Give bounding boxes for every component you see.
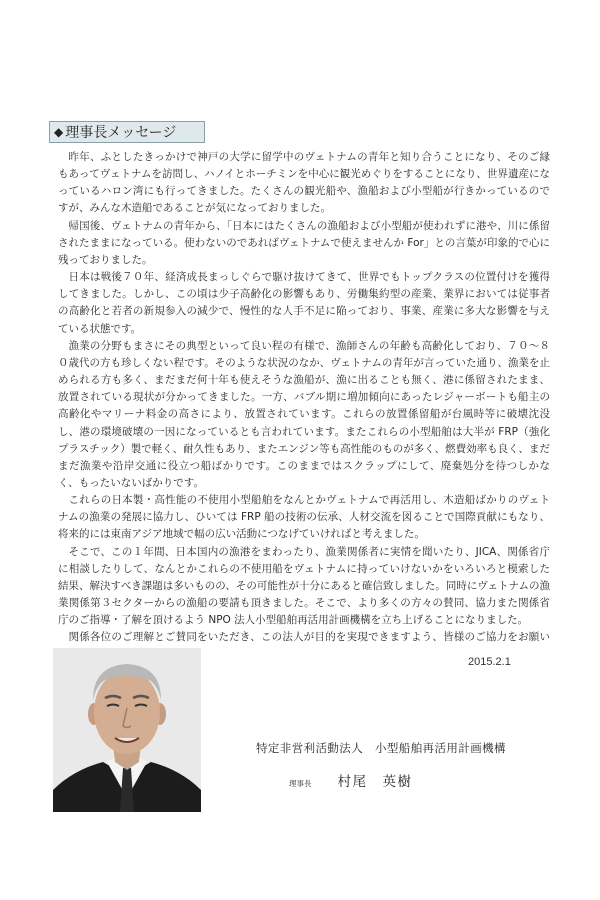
paragraph: これらの日本製・高性能の不使用小型船舶をなんとかヴェトナムで再活用し、木造船ばかりのヴェトナムの漁業の発展に協力し、ひいては FRP 船の技術の伝承、人材交流を図ることで国際貢献にもなり、将来的には東南アジア地域で幅の広い活動につなげていければと考えました。 [58,494,550,541]
paragraph: 日本は戦後７０年、経済成長まっしぐらで駆け抜けてきて、世界でもトップクラスの位置付けを獲得してきました。しかし、この頃は少子高齢化の影響もあり、労働集約型の産業、業界においては従事者の高齢化と若者の新規参入の減少で、慢性的な人手不足に陥っており、事業、産業に多大な影響を与えている状態です。 [58,271,550,335]
signer-name: 村尾 英樹 [337,774,413,790]
chairman-portrait [53,648,201,812]
signature [289,770,413,790]
paragraph: 漁業の分野もまさにその典型といって良い程の有様で、漁師さんの年齢も高齢化しており、７０～８０歳代の方も珍しくない程です。そのような状況のなか、ヴェトナムの青年が言っていた通り、漁業を止められる方も多く、まだまだ何十年も使えそうな漁船が、漁に出ることも無く、港に係留されたまま、放置されている現状が分かってきました。一方、バブル期に増加傾向にあったレジャーボートも船主の高齢化やマリーナ料金の高さにより、放置されています。これらの放置係留船が台風時等に破壊沈没し、港の環境破壊の一因になっているとも言われています。またこれらの小型船舶は大半が FRP（強化プラスチック）製で軽く、耐久性もあり、またエンジン等も高性能のものが多く、燃費効率も良く、まだまだ漁業や沿岸交通に役立つ船ばかりです。このままではスクラップにして、廃棄処分を待つしかなく、もったいないばかりです。 [58,339,550,489]
paragraph: 昨年、ふとしたきっかけで神戸の大学に留学中のヴェトナムの青年と知り合うことになり、そのご縁もあってヴェトナムを訪問し、ハノイとホーチミンを中心に観光めぐりをすることになり、世界遺産になっているハロン湾にも行ってきました。たくさんの観光船や、漁船および小型船が行きかっているのですが、みんな木造船であることが気になっておりました。 [58,151,550,215]
diamond-icon: ◆ [54,125,64,139]
organization-name: 特定非営利活動法人 小型船舶再活用計画機構 [256,741,506,755]
message-body [58,149,550,664]
section-heading [49,121,205,143]
paragraph: そこで、この１年間、日本国内の漁港をまわったり、漁業関係者に実情を聞いたり、JICA、関係省庁に相談したりして、なんとかこれらの不使用船をヴェトナムに持っていけないかをいろいろと模索した結果、解決すべき課題は多いものの、その可能性が十分にあると確信致しました。同時にヴェトナムの漁業関係第３セクターからの漁船の要請も頂きました。そこで、より多くの方々の賛同、協力また関係省庁のご指導・了解を頂けるよう NPO 法人小型船舶再活用計画機構を立ち上げることになりました。 [58,545,550,627]
section-heading-title: 理事長メッセージ [65,125,177,141]
message-date: 2015.2.1 [468,656,511,668]
signer-title: 理事長 [289,779,312,788]
paragraph: 関係各位のご理解とご賛同をいただき、この法人が目的を実現できますよう、皆様のご協力をお願い [68,631,550,644]
paragraph: 帰国後、ヴェトナムの青年から、「日本にはたくさんの漁船および小型船が使われずに港や、川に係留されたままになっている。使わないのであればヴェトナムで使えませんか For」との言葉が印象的で心に残っておりました。 [58,219,550,266]
